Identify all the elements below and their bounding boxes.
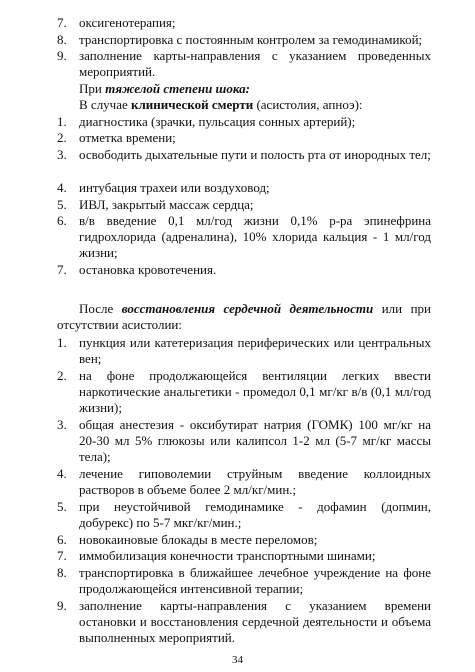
item-number: 8.: [57, 32, 67, 47]
item-text: заполнение карты-направления с указанием проведенных мероприятий.: [79, 48, 431, 80]
item-number: 9.: [57, 598, 67, 613]
item-text: при неустойчивой гемодинамике - дофамин (допмин, добурекс) по 5-7 мкг/кг/мин.;: [79, 499, 431, 531]
item-text: иммобилизация конечности транспортными шинами;: [79, 548, 376, 563]
item-text: диагностика (зрачки, пульсация сонных артерий);: [79, 114, 356, 129]
list-item: [57, 197, 431, 213]
list-item: [57, 417, 431, 466]
list-item: [57, 130, 431, 146]
list-item: [57, 335, 431, 367]
item-text: интубация трахеи или воздуховод;: [79, 180, 270, 195]
item-number: 4.: [57, 466, 67, 481]
list-item: [57, 565, 431, 597]
list-item: [57, 114, 431, 130]
item-number: 3.: [57, 417, 67, 432]
item-number: 6.: [57, 213, 67, 228]
item-text: в/в введение 0,1 мл/год жизни 0,1% р-ра эпинефрина гидрохлорида (адреналина), 10% хлорида кальция - 1 мл/год жизни;: [79, 213, 431, 261]
item-number: 3.: [57, 147, 67, 162]
item-text: транспортировка с постоянным контролем за гемодинамикой;: [79, 32, 423, 47]
list-item: [57, 48, 431, 80]
list-item: [57, 532, 431, 548]
list-item: [57, 147, 431, 163]
list-item: [57, 466, 431, 498]
item-text: остановка кровотечения.: [79, 262, 217, 277]
item-text: оксигенотерапия;: [79, 15, 176, 30]
item-number: 1.: [57, 114, 67, 129]
severe-shock-heading: При тяжелой степени шока:: [79, 81, 250, 96]
item-number: 7.: [57, 548, 67, 563]
list-item: [57, 598, 431, 647]
list-item: [57, 32, 431, 48]
item-text: отметка времени;: [79, 130, 176, 145]
recovery-heading: После восстановления сердечной деятельности или при отсутствии асистолии:: [57, 301, 431, 333]
item-number: 2.: [57, 130, 67, 145]
item-number: 1.: [57, 335, 67, 350]
item-number: 4.: [57, 180, 67, 195]
item-text: освободить дыхательные пути и полость рта от инородных тел;: [79, 147, 431, 162]
item-number: 8.: [57, 565, 67, 580]
clinical-death-heading: В случае клинической смерти (асистолия, апноэ):: [79, 97, 363, 112]
list-item: [57, 548, 431, 564]
item-number: 5.: [57, 499, 67, 514]
item-text: общая анестезия - оксибутират натрия (ГОМК) 100 мг/кг на 20-30 мл 5% глюкозы или калипсол 1-2 мл (5-7 мг/кг массы тела);: [79, 417, 431, 465]
list-item: [57, 262, 431, 278]
item-text: транспортировка в ближайшее лечебное учреждение на фоне продолжающейся интенсивной терапии;: [79, 565, 431, 597]
list-item: [57, 499, 431, 531]
list-item: [57, 368, 431, 417]
item-number: 5.: [57, 197, 67, 212]
item-text: заполнение карты-направления с указанием времени остановки и восстановления сердечной деятельности и объема выполненных мероприятий.: [79, 598, 431, 646]
item-number: 7.: [57, 15, 67, 30]
item-text: на фоне продолжающейся вентиляции легких ввести наркотические анальгетики - промедол 0,1 мг/кг в/в (0,1 мл/год жизни);: [79, 368, 431, 416]
page-number: 34: [232, 654, 243, 666]
list-item: [57, 15, 431, 31]
item-number: 9.: [57, 48, 67, 63]
item-number: 6.: [57, 532, 67, 547]
list-item: [57, 213, 431, 262]
list-item: [57, 180, 431, 196]
item-text: пункция или катетеризация периферических или центральных вен;: [79, 335, 431, 367]
item-text: ИВЛ, закрытый массаж сердца;: [79, 197, 254, 212]
item-text: лечение гиповолемии струйным введение коллоидных растворов в объеме более 2 мл/кг/мин.;: [79, 466, 431, 498]
item-text: новокаиновые блокады в месте переломов;: [79, 532, 318, 547]
item-number: 7.: [57, 262, 67, 277]
item-number: 2.: [57, 368, 67, 383]
